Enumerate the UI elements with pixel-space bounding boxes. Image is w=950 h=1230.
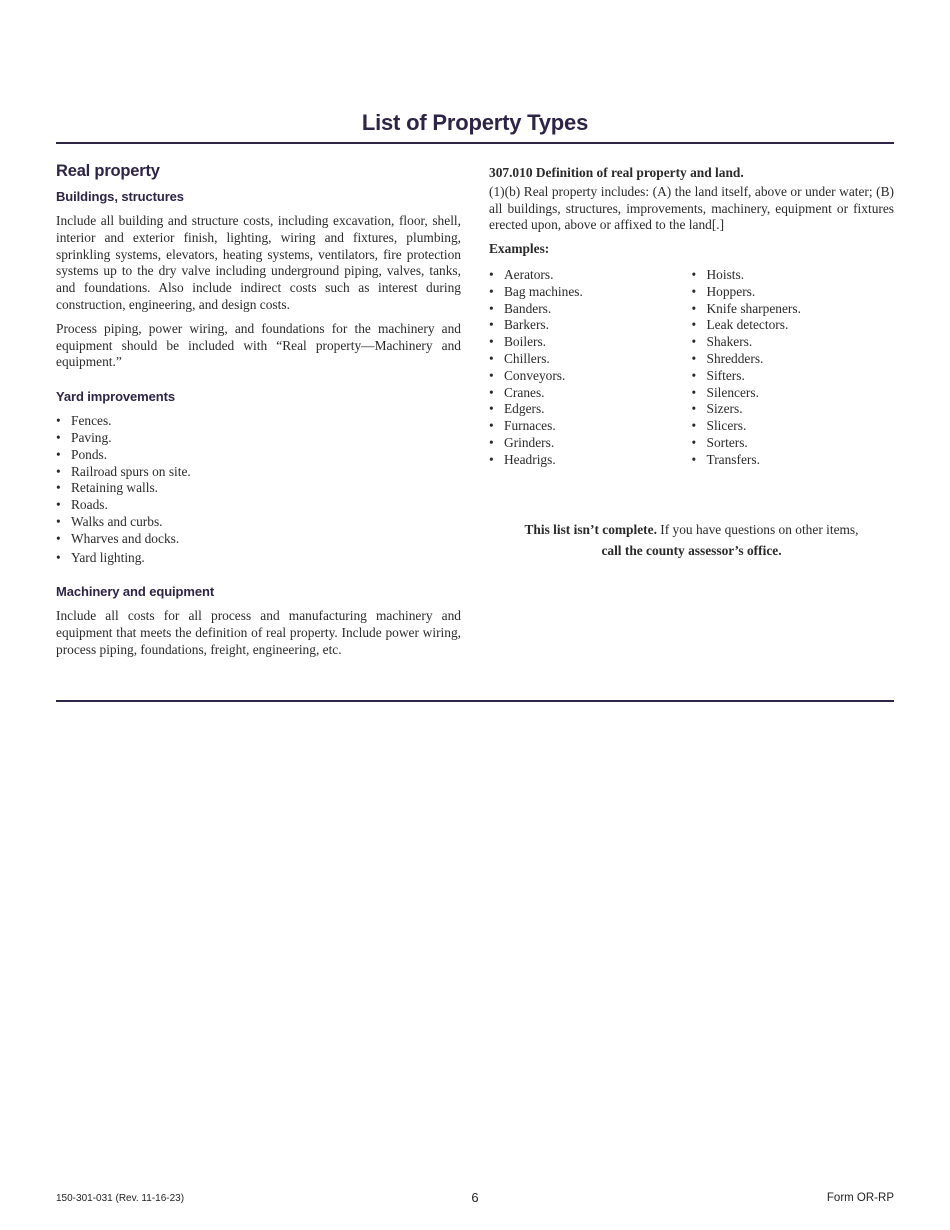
examples-grid xyxy=(489,267,894,481)
list-item: • Banders. xyxy=(489,301,692,318)
list-item: • Hoists. xyxy=(692,267,895,284)
list-item: • Bag machines. xyxy=(489,284,692,301)
list-item: • Fences. xyxy=(56,413,461,430)
examples-list-col2 xyxy=(692,267,895,469)
list-item: • Leak detectors. xyxy=(692,317,895,334)
list-item: • Furnaces. xyxy=(489,418,692,435)
machinery-paragraph: Include all costs for all process and manufacturing machinery and equipment that meets the definition of real property. Include power wiring, process piping, foundations, freight, engineering, etc. xyxy=(56,608,461,657)
list-item: • Cranes. xyxy=(489,385,692,402)
page-title: List of Property Types xyxy=(361,110,589,135)
list-item: • Railroad spurs on site. xyxy=(56,464,461,481)
examples-list-col1 xyxy=(489,267,692,469)
yard-improvements-list xyxy=(56,413,461,566)
list-item: • Silencers. xyxy=(692,385,895,402)
form-revision-code: 150-301-031 (Rev. 11-16-23) xyxy=(56,1193,185,1204)
process-piping-paragraph: Process piping, power wiring, and foundations for the machinery and equipment should be included with “Real property—Machinery and equipment.” xyxy=(56,320,461,370)
note-text: If you have questions on other items, xyxy=(656,521,859,537)
list-item: • Grinders. xyxy=(489,435,692,452)
list-item: • Shakers. xyxy=(692,334,895,351)
real-property-heading: Real property xyxy=(56,162,160,180)
list-item: • Conveyors. xyxy=(489,368,692,385)
list-item: • Barkers. xyxy=(489,317,692,334)
page-footer xyxy=(56,1190,894,1210)
list-item: • Walks and curbs. xyxy=(56,514,461,531)
buildings-paragraph: Include all building and structure costs, including excavation, floor, shell, interior and exterior finish, lighting, wiring and fixtures, plumbing, sprinkling systems, elevators, heating systems, ventilators, fire protection systems up to the dry valve including underground piping, valves, tanks, and foundations. Also include indirect costs such as interest during construction, engineering, and design costs. xyxy=(56,213,461,312)
list-item: • Sifters. xyxy=(692,368,895,385)
right-column xyxy=(489,162,894,561)
list-item: • Transfers. xyxy=(692,452,895,469)
list-item: • Paving. xyxy=(56,430,461,447)
title-divider xyxy=(56,142,894,144)
list-item: • Headrigs. xyxy=(489,452,692,469)
page-number: 6 xyxy=(471,1190,479,1205)
list-item: • Wharves and docks. xyxy=(56,531,461,548)
list-item: • Edgers. xyxy=(489,401,692,418)
form-name: Form OR-RP xyxy=(826,1192,894,1204)
definition-heading: 307.010 Definition of real property and land. xyxy=(489,165,744,180)
list-item: • Knife sharpeners. xyxy=(692,301,895,318)
list-item: • Aerators. xyxy=(489,267,692,284)
note-bold-lead: This list isn’t complete. xyxy=(524,521,657,537)
list-item: • Sizers. xyxy=(692,401,895,418)
list-item: • Roads. xyxy=(56,497,461,514)
list-item: • Boilers. xyxy=(489,334,692,351)
examples-label: Examples: xyxy=(489,241,550,257)
list-item: • Slicers. xyxy=(692,418,895,435)
buildings-heading: Buildings, structures xyxy=(56,189,184,204)
list-item: • Sorters. xyxy=(692,435,895,452)
list-item: • Retaining walls. xyxy=(56,480,461,497)
list-item: • Shredders. xyxy=(692,351,895,368)
bottom-divider xyxy=(56,700,894,702)
list-item: • Chillers. xyxy=(489,351,692,368)
machinery-heading: Machinery and equipment xyxy=(56,584,215,600)
yard-improvements-heading: Yard improvements xyxy=(56,389,175,405)
left-column xyxy=(56,162,461,666)
list-item: • Ponds. xyxy=(56,447,461,464)
list-item: • Yard lighting. xyxy=(56,550,461,567)
list-item: • Hoppers. xyxy=(692,284,895,301)
definition-text: (1)(b) Real property includes: (A) the land itself, above or under water; (B) all buildings, structures, improvements, machinery, equipment or fixtures erected upon, above or affixed to the land[.] xyxy=(489,183,894,233)
incomplete-list-note xyxy=(489,519,894,561)
note-bold-contact: call the county assessor’s office. xyxy=(601,542,782,558)
